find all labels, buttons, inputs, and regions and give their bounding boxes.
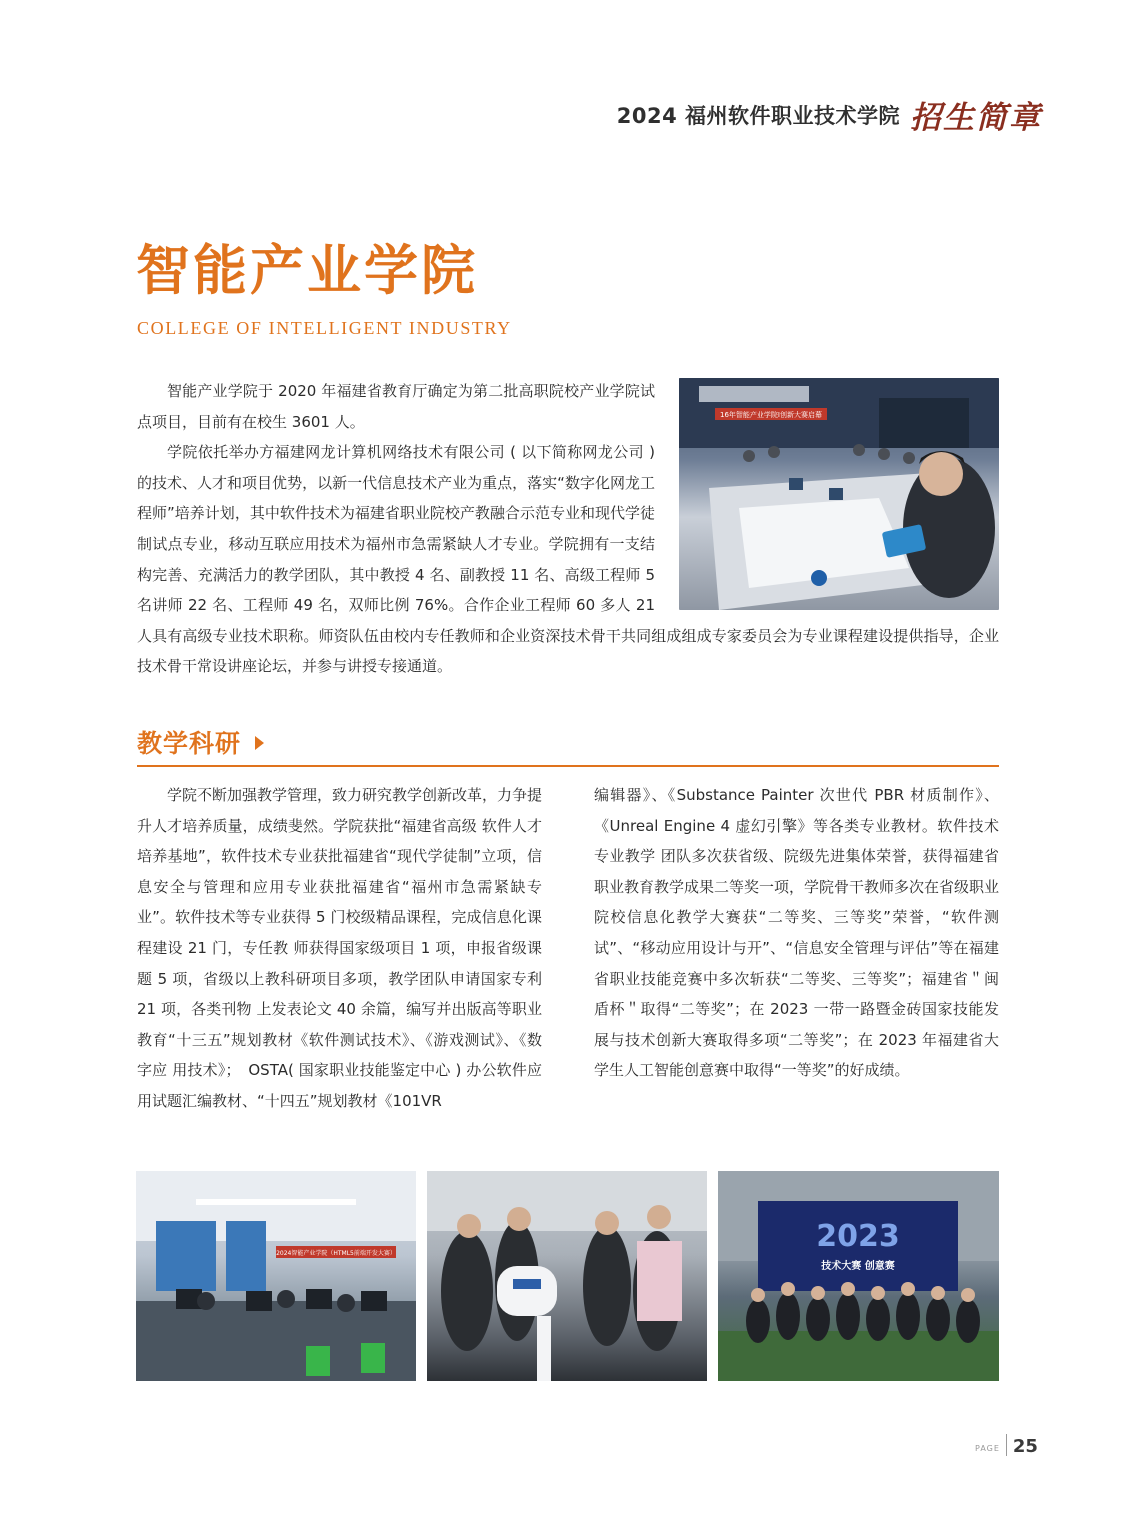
header-title: 2024 福州软件职业技术学院 bbox=[616, 103, 900, 128]
column-left-text: 学院不断加强教学管理，致力研究教学创新改革，力争提升人才培养质量，成绩斐然。学院获批“福建省高级 软件人才培养基地”，软件技术专业获批福建省“现代学徒制”立项，信息安全与管理和应用专业获批福建省“福州市急需紧缺专业”。软件技术等专业获得 5 门校级精品课程，完成信息化课程建设 21 门，专任教 师获得国家级项目 1 项，申报省级课题 5 项，省级以上教科研项目多项，教学团队申请国家专利 21 项，各类刊物 上发表论文 40 余篇，编写并出版高等职业教育“十三五”规划教材《软件测试技术》、《游戏测试》、《数字应 用技术》； OSTA( 国家职业技能鉴定中心 ) 办公软件应用试题汇编教材、“十四五”规划教材《101VR bbox=[137, 786, 543, 1110]
subsection-title: 教学科研 bbox=[137, 729, 242, 758]
triangle-arrow-icon bbox=[255, 736, 264, 750]
column-right bbox=[594, 780, 999, 1086]
lab-banner-text: 2024智能产业学院（HTML5前端开发大赛） bbox=[276, 1250, 396, 1257]
footer-label: PAGE bbox=[975, 1444, 1000, 1453]
page-number: 25 bbox=[1012, 1436, 1038, 1457]
page-header bbox=[617, 92, 1042, 137]
section-title: 智能产业学院 bbox=[136, 239, 478, 302]
robot-competition-illustration bbox=[679, 378, 999, 610]
computer-lab-illustration bbox=[136, 1171, 416, 1381]
footer-separator bbox=[1006, 1434, 1007, 1456]
computer-lab-photo bbox=[136, 1171, 416, 1381]
ceremony-banner-text: 技术大赛 创意赛 bbox=[821, 1261, 895, 1272]
column-right-text: 编辑器》、《Substance Painter 次世代 PBR 材质制作》、《Unreal Engine 4 虚幻引擎》等各类专业教材。软件技术专业教学 团队多次获省级、院级先进集体荣誉，获得福建省职业教育教学成果二等奖一项，学院骨干教师多次在省级职业院校信息化教学大赛获“二等奖、三等奖”荣誉，“软件测试”、“移动应用设计与开”、“信息安全管理与评估”等在福建省职业技能竞赛中多次斩获“二等奖、三等奖”；福建省＂闽盾杯＂取得“二等奖”；在 2023 一带一路暨金砖国家技能发展与技术创新大赛取得多项“二等奖”；在 2023 年福建省大学生人工智能创意赛中取得“一等奖”的好成绩。 bbox=[594, 786, 1000, 1080]
award-ceremony-photo bbox=[718, 1171, 999, 1381]
subsection-heading bbox=[137, 724, 264, 760]
intro-paragraph: 学院依托举办方福建网龙计算机网络技术有限公司 ( 以下简称网龙公司 ) 的技术、人才和项目优势，以新一代信息技术产业为重点，落实“数字化网龙工程师”培养计划，其中软件技术为福建省职业院校产教融合示范专业和现代学徒制试点专业，移动互联应用技术为福州市急需紧缺人才专业。学院拥有一支结构完善、充满活力的教学团队，其中教授 4 名、副教授 11 名、高级工程师 5 名讲师 22 名、工程师 49 名，双师比例 76%。合作企业工程师 60 多人 21 人具有高级专业技术职称。师资队伍由校内专任教师和企业资深技术骨干共同组成组成专家委员会为专业课程建设提供指导，企业技术骨干常设讲座论坛，并参与讲授专接通道。 bbox=[137, 443, 999, 676]
column-left bbox=[137, 780, 542, 1117]
header-brand: 招生简章 bbox=[910, 100, 1042, 136]
photo-row bbox=[136, 1171, 999, 1381]
subsection-divider bbox=[137, 765, 999, 767]
page-footer bbox=[975, 1434, 1038, 1456]
robot-demo-illustration bbox=[427, 1171, 707, 1381]
intro-text bbox=[137, 376, 999, 682]
intro-paragraph: 智能产业学院于 2020 年福建省教育厅确定为第二批高职院校产业学院试点项目，目前有在校生 3601 人。 bbox=[137, 382, 655, 431]
robot-demo-photo bbox=[427, 1171, 707, 1381]
robot-competition-photo bbox=[679, 378, 999, 610]
award-ceremony-illustration bbox=[718, 1171, 999, 1381]
section-subtitle: COLLEGE OF INTELLIGENT INDUSTRY bbox=[137, 318, 512, 338]
intro-banner-text: 16年智能产业学院Ⅰ创新大赛启幕 bbox=[720, 411, 822, 419]
ceremony-year-text: 2023 bbox=[816, 1219, 900, 1254]
